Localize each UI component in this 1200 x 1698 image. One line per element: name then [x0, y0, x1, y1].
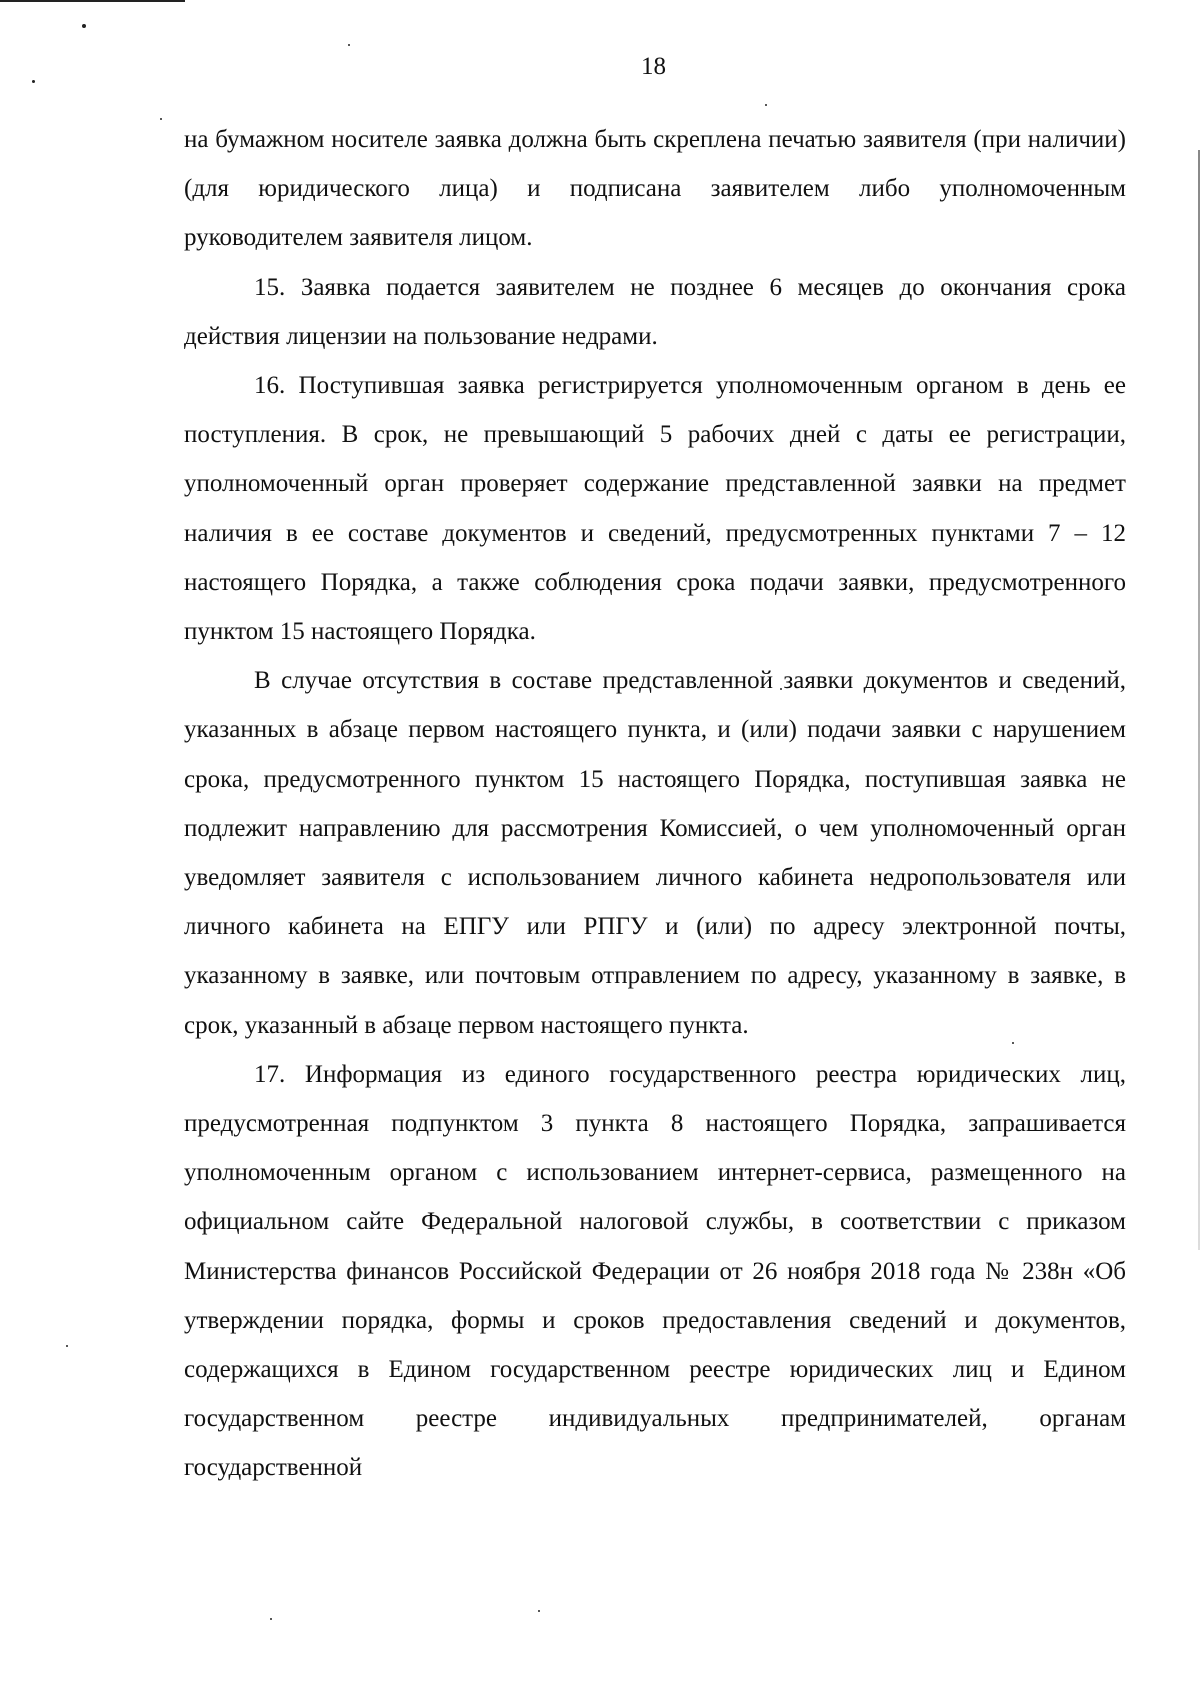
scan-speck	[270, 1618, 272, 1620]
page-number: 18	[641, 53, 666, 80]
paragraph-16: 16. Поступившая заявка регистрируется уполномоченным органом в день ее поступления. В срок, не превышающий 5 рабочих дней с даты ее регистрации, уполномоченный орган проверяет содержание представленной заявки на предмет наличия в ее составе документов и сведений, предусмотренных пунктами 7 – 12 настоящего Порядка, а также соблюдения срока подачи заявки, предусмотренного пунктом 15 настоящего Порядка.	[184, 372, 1126, 646]
scan-speck	[765, 104, 767, 106]
scan-speck	[160, 118, 162, 120]
paragraph-17: 17. Информация из единого государственного реестра юридических лиц, предусмотренная подпунктом 3 пункта 8 настоящего Порядка, запрашивается уполномоченным органом с использованием интернет-сервиса, размещенного на официальном сайте Федеральной налоговой службы, в соответствии с приказом Министерства финансов Российской Федерации от 26 ноября 2018 года № 238н «Об утверждении порядка, формы и сроков предоставления сведений и документов, содержащихся в Едином государственном реестре юридических лиц и Едином государственном реестре индивидуальных предпринимателей, органам государственной	[184, 1060, 1126, 1482]
scan-speck	[66, 1345, 68, 1347]
paragraph-continuation: на бумажном носителе заявка должна быть скреплена печатью заявителя (при наличии) (для юридического лица) и подписана заявителем либо уполномоченным руководителем заявителя лицом.	[184, 126, 1126, 252]
scan-speck	[82, 24, 86, 28]
paragraph-15: 15. Заявка подается заявителем не позднее 6 месяцев до окончания срока действия лицензии на пользование недрами.	[184, 273, 1126, 350]
scan-border-line	[0, 0, 185, 2]
scan-speck	[538, 1610, 540, 1612]
document-body	[184, 115, 1126, 1493]
scan-speck	[348, 44, 350, 46]
paragraph-16-second-part: В случае отсутствия в составе представленной заявки документов и сведений, указанных в абзаце первом настоящего пункта, и (или) подачи заявки с нарушением срока, предусмотренного пунктом 15 настоящего Порядка, поступившая заявка не подлежит направлению для рассмотрения Комиссией, о чем уполномоченный орган уведомляет заявителя с использованием личного кабинета недропользователя или личного кабинета на ЕПГУ или РПГУ и (или) по адресу электронной почты, указанному в заявке, или почтовым отправлением по адресу, указанному в заявке, в срок, указанный в абзаце первом настоящего пункта.	[184, 667, 1126, 1039]
